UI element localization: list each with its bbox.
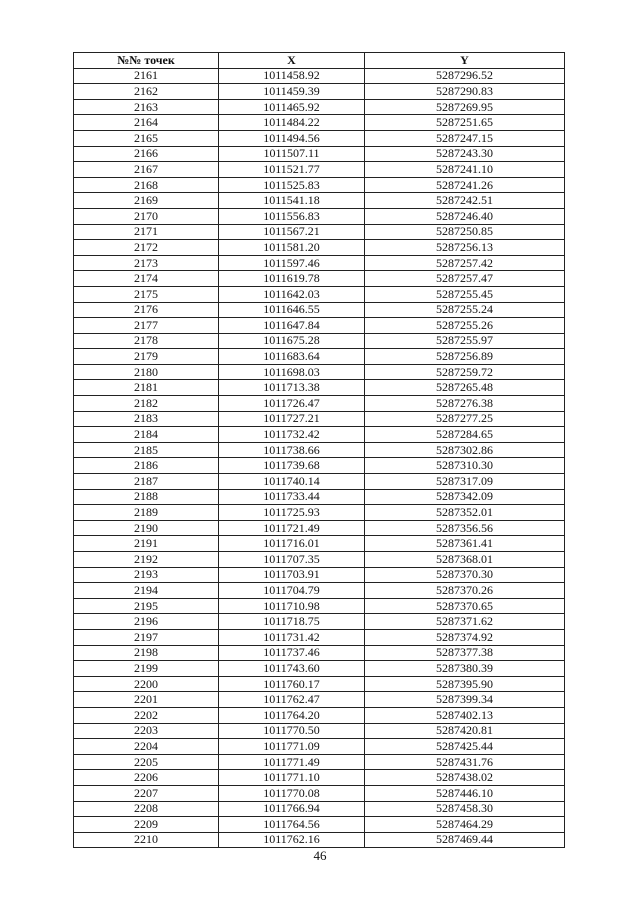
y-coordinate-cell: 5287256.89 <box>365 349 565 365</box>
x-coordinate-cell: 1011770.08 <box>219 785 365 801</box>
y-coordinate-cell: 5287438.02 <box>365 770 565 786</box>
point-number-cell: 2167 <box>74 162 219 178</box>
point-number-cell: 2199 <box>74 661 219 677</box>
y-coordinate-cell: 5287246.40 <box>365 208 565 224</box>
x-coordinate-cell: 1011762.47 <box>219 692 365 708</box>
table-row <box>74 380 565 396</box>
point-number-cell: 2193 <box>74 567 219 583</box>
table-row <box>74 567 565 583</box>
x-coordinate-cell: 1011743.60 <box>219 661 365 677</box>
table-row <box>74 505 565 521</box>
x-coordinate-cell: 1011732.42 <box>219 427 365 443</box>
x-coordinate-cell: 1011770.50 <box>219 723 365 739</box>
table-row <box>74 458 565 474</box>
x-coordinate-cell: 1011713.38 <box>219 380 365 396</box>
x-coordinate-cell: 1011646.55 <box>219 302 365 318</box>
y-coordinate-cell: 5287251.65 <box>365 115 565 131</box>
y-coordinate-cell: 5287356.56 <box>365 520 565 536</box>
point-number-cell: 2164 <box>74 115 219 131</box>
point-number-cell: 2190 <box>74 520 219 536</box>
point-number-cell: 2198 <box>74 645 219 661</box>
y-coordinate-cell: 5287371.62 <box>365 614 565 630</box>
x-coordinate-cell: 1011740.14 <box>219 474 365 490</box>
point-number-cell: 2208 <box>74 801 219 817</box>
x-coordinate-cell: 1011675.28 <box>219 333 365 349</box>
table-row <box>74 193 565 209</box>
y-coordinate-cell: 5287446.10 <box>365 785 565 801</box>
point-number-cell: 2179 <box>74 349 219 365</box>
y-coordinate-cell: 5287377.38 <box>365 645 565 661</box>
point-number-cell: 2166 <box>74 146 219 162</box>
x-coordinate-cell: 1011465.92 <box>219 99 365 115</box>
point-number-cell: 2210 <box>74 832 219 848</box>
table-row <box>74 411 565 427</box>
point-number-cell: 2184 <box>74 427 219 443</box>
table-row <box>74 255 565 271</box>
table-row <box>74 801 565 817</box>
y-coordinate-cell: 5287380.39 <box>365 661 565 677</box>
table-row <box>74 474 565 490</box>
table-row <box>74 208 565 224</box>
y-coordinate-cell: 5287269.95 <box>365 99 565 115</box>
x-coordinate-cell: 1011764.20 <box>219 707 365 723</box>
x-coordinate-cell: 1011771.09 <box>219 739 365 755</box>
x-coordinate-cell: 1011647.84 <box>219 318 365 334</box>
y-coordinate-cell: 5287370.65 <box>365 598 565 614</box>
point-number-cell: 2170 <box>74 208 219 224</box>
table-row <box>74 598 565 614</box>
table-row <box>74 224 565 240</box>
table-row <box>74 130 565 146</box>
table-row <box>74 286 565 302</box>
point-number-cell: 2176 <box>74 302 219 318</box>
point-number-cell: 2194 <box>74 583 219 599</box>
table-row <box>74 676 565 692</box>
page-number: 46 <box>313 848 327 863</box>
table-row <box>74 754 565 770</box>
point-number-cell: 2185 <box>74 442 219 458</box>
y-coordinate-cell: 5287361.41 <box>365 536 565 552</box>
table-row <box>74 692 565 708</box>
point-number-cell: 2180 <box>74 364 219 380</box>
y-coordinate-cell: 5287370.30 <box>365 567 565 583</box>
table-row <box>74 84 565 100</box>
point-number-cell: 2204 <box>74 739 219 755</box>
x-coordinate-cell: 1011766.94 <box>219 801 365 817</box>
point-number-cell: 2165 <box>74 130 219 146</box>
point-number-cell: 2178 <box>74 333 219 349</box>
table-row <box>74 583 565 599</box>
y-coordinate-cell: 5287317.09 <box>365 474 565 490</box>
point-number-cell: 2202 <box>74 707 219 723</box>
point-number-cell: 2195 <box>74 598 219 614</box>
point-number-cell: 2162 <box>74 84 219 100</box>
x-coordinate-cell: 1011737.46 <box>219 645 365 661</box>
x-coordinate-cell: 1011710.98 <box>219 598 365 614</box>
table-row <box>74 785 565 801</box>
table-row <box>74 162 565 178</box>
point-number-cell: 2196 <box>74 614 219 630</box>
y-coordinate-cell: 5287425.44 <box>365 739 565 755</box>
y-coordinate-cell: 5287395.90 <box>365 676 565 692</box>
y-coordinate-cell: 5287284.65 <box>365 427 565 443</box>
y-coordinate-cell: 5287250.85 <box>365 224 565 240</box>
x-coordinate-cell: 1011704.79 <box>219 583 365 599</box>
table-row <box>74 739 565 755</box>
point-number-cell: 2191 <box>74 536 219 552</box>
point-number-cell: 2174 <box>74 271 219 287</box>
point-number-cell: 2183 <box>74 411 219 427</box>
x-coordinate-cell: 1011458.92 <box>219 68 365 84</box>
x-coordinate-cell: 1011739.68 <box>219 458 365 474</box>
coordinates-table <box>73 52 565 848</box>
x-coordinate-cell: 1011521.77 <box>219 162 365 178</box>
x-coordinate-cell: 1011683.64 <box>219 349 365 365</box>
y-coordinate-cell: 5287368.01 <box>365 552 565 568</box>
point-number-cell: 2187 <box>74 474 219 490</box>
x-coordinate-cell: 1011494.56 <box>219 130 365 146</box>
table-row <box>74 552 565 568</box>
y-coordinate-cell: 5287255.24 <box>365 302 565 318</box>
y-coordinate-cell: 5287458.30 <box>365 801 565 817</box>
table-row <box>74 723 565 739</box>
point-number-cell: 2171 <box>74 224 219 240</box>
point-number-cell: 2200 <box>74 676 219 692</box>
y-coordinate-cell: 5287255.97 <box>365 333 565 349</box>
table-row <box>74 629 565 645</box>
table-row <box>74 645 565 661</box>
x-coordinate-cell: 1011556.83 <box>219 208 365 224</box>
point-number-cell: 2206 <box>74 770 219 786</box>
point-number-cell: 2168 <box>74 177 219 193</box>
table-row <box>74 536 565 552</box>
x-coordinate-cell: 1011459.39 <box>219 84 365 100</box>
table-row <box>74 146 565 162</box>
point-number-cell: 2197 <box>74 629 219 645</box>
x-coordinate-cell: 1011541.18 <box>219 193 365 209</box>
y-coordinate-cell: 5287247.15 <box>365 130 565 146</box>
point-number-cell: 2209 <box>74 817 219 833</box>
x-coordinate-cell: 1011733.44 <box>219 489 365 505</box>
y-coordinate-cell: 5287399.34 <box>365 692 565 708</box>
table-row <box>74 661 565 677</box>
table-row <box>74 349 565 365</box>
y-coordinate-cell: 5287259.72 <box>365 364 565 380</box>
point-number-cell: 2172 <box>74 240 219 256</box>
x-coordinate-cell: 1011764.56 <box>219 817 365 833</box>
point-number-cell: 2161 <box>74 68 219 84</box>
y-coordinate-cell: 5287241.26 <box>365 177 565 193</box>
x-coordinate-cell: 1011525.83 <box>219 177 365 193</box>
x-coordinate-cell: 1011698.03 <box>219 364 365 380</box>
point-number-cell: 2205 <box>74 754 219 770</box>
x-coordinate-cell: 1011721.49 <box>219 520 365 536</box>
y-coordinate-cell: 5287310.30 <box>365 458 565 474</box>
point-number-cell: 2177 <box>74 318 219 334</box>
point-number-cell: 2173 <box>74 255 219 271</box>
table-body <box>74 68 565 848</box>
y-coordinate-cell: 5287256.13 <box>365 240 565 256</box>
x-coordinate-cell: 1011619.78 <box>219 271 365 287</box>
table-row <box>74 427 565 443</box>
x-coordinate-cell: 1011707.35 <box>219 552 365 568</box>
table-row <box>74 302 565 318</box>
table-row <box>74 240 565 256</box>
y-coordinate-cell: 5287257.47 <box>365 271 565 287</box>
x-coordinate-cell: 1011726.47 <box>219 396 365 412</box>
table-row <box>74 707 565 723</box>
table-row <box>74 271 565 287</box>
x-coordinate-cell: 1011716.01 <box>219 536 365 552</box>
y-coordinate-cell: 5287469.44 <box>365 832 565 848</box>
x-coordinate-cell: 1011507.11 <box>219 146 365 162</box>
point-number-cell: 2192 <box>74 552 219 568</box>
table-row <box>74 396 565 412</box>
x-coordinate-cell: 1011597.46 <box>219 255 365 271</box>
point-number-cell: 2189 <box>74 505 219 521</box>
y-coordinate-cell: 5287464.29 <box>365 817 565 833</box>
y-coordinate-cell: 5287296.52 <box>365 68 565 84</box>
table-row <box>74 614 565 630</box>
x-coordinate-cell: 1011703.91 <box>219 567 365 583</box>
y-coordinate-cell: 5287265.48 <box>365 380 565 396</box>
y-coordinate-cell: 5287277.25 <box>365 411 565 427</box>
point-number-cell: 2201 <box>74 692 219 708</box>
column-header-x: X <box>219 53 365 69</box>
table-row <box>74 318 565 334</box>
point-number-cell: 2175 <box>74 286 219 302</box>
column-header-point-number: №№ точек <box>74 53 219 69</box>
y-coordinate-cell: 5287374.92 <box>365 629 565 645</box>
table-row <box>74 364 565 380</box>
point-number-cell: 2207 <box>74 785 219 801</box>
x-coordinate-cell: 1011718.75 <box>219 614 365 630</box>
table-row <box>74 99 565 115</box>
y-coordinate-cell: 5287342.09 <box>365 489 565 505</box>
y-coordinate-cell: 5287255.26 <box>365 318 565 334</box>
y-coordinate-cell: 5287402.13 <box>365 707 565 723</box>
table-row <box>74 520 565 536</box>
table-row <box>74 832 565 848</box>
table-row <box>74 333 565 349</box>
x-coordinate-cell: 1011762.16 <box>219 832 365 848</box>
x-coordinate-cell: 1011567.21 <box>219 224 365 240</box>
x-coordinate-cell: 1011727.21 <box>219 411 365 427</box>
x-coordinate-cell: 1011642.03 <box>219 286 365 302</box>
point-number-cell: 2188 <box>74 489 219 505</box>
x-coordinate-cell: 1011771.49 <box>219 754 365 770</box>
point-number-cell: 2163 <box>74 99 219 115</box>
table-row <box>74 770 565 786</box>
table-header-row <box>74 53 565 69</box>
point-number-cell: 2182 <box>74 396 219 412</box>
y-coordinate-cell: 5287276.38 <box>365 396 565 412</box>
y-coordinate-cell: 5287370.26 <box>365 583 565 599</box>
point-number-cell: 2203 <box>74 723 219 739</box>
y-coordinate-cell: 5287257.42 <box>365 255 565 271</box>
y-coordinate-cell: 5287241.10 <box>365 162 565 178</box>
x-coordinate-cell: 1011581.20 <box>219 240 365 256</box>
column-header-y: Y <box>365 53 565 69</box>
y-coordinate-cell: 5287302.86 <box>365 442 565 458</box>
table-row <box>74 115 565 131</box>
y-coordinate-cell: 5287242.51 <box>365 193 565 209</box>
x-coordinate-cell: 1011484.22 <box>219 115 365 131</box>
table-row <box>74 177 565 193</box>
y-coordinate-cell: 5287243.30 <box>365 146 565 162</box>
x-coordinate-cell: 1011738.66 <box>219 442 365 458</box>
y-coordinate-cell: 5287290.83 <box>365 84 565 100</box>
x-coordinate-cell: 1011771.10 <box>219 770 365 786</box>
table-row <box>74 442 565 458</box>
x-coordinate-cell: 1011731.42 <box>219 629 365 645</box>
point-number-cell: 2186 <box>74 458 219 474</box>
x-coordinate-cell: 1011725.93 <box>219 505 365 521</box>
y-coordinate-cell: 5287352.01 <box>365 505 565 521</box>
table-row <box>74 68 565 84</box>
y-coordinate-cell: 5287420.81 <box>365 723 565 739</box>
table-row <box>74 817 565 833</box>
table-row <box>74 489 565 505</box>
y-coordinate-cell: 5287255.45 <box>365 286 565 302</box>
y-coordinate-cell: 5287431.76 <box>365 754 565 770</box>
point-number-cell: 2169 <box>74 193 219 209</box>
x-coordinate-cell: 1011760.17 <box>219 676 365 692</box>
point-number-cell: 2181 <box>74 380 219 396</box>
